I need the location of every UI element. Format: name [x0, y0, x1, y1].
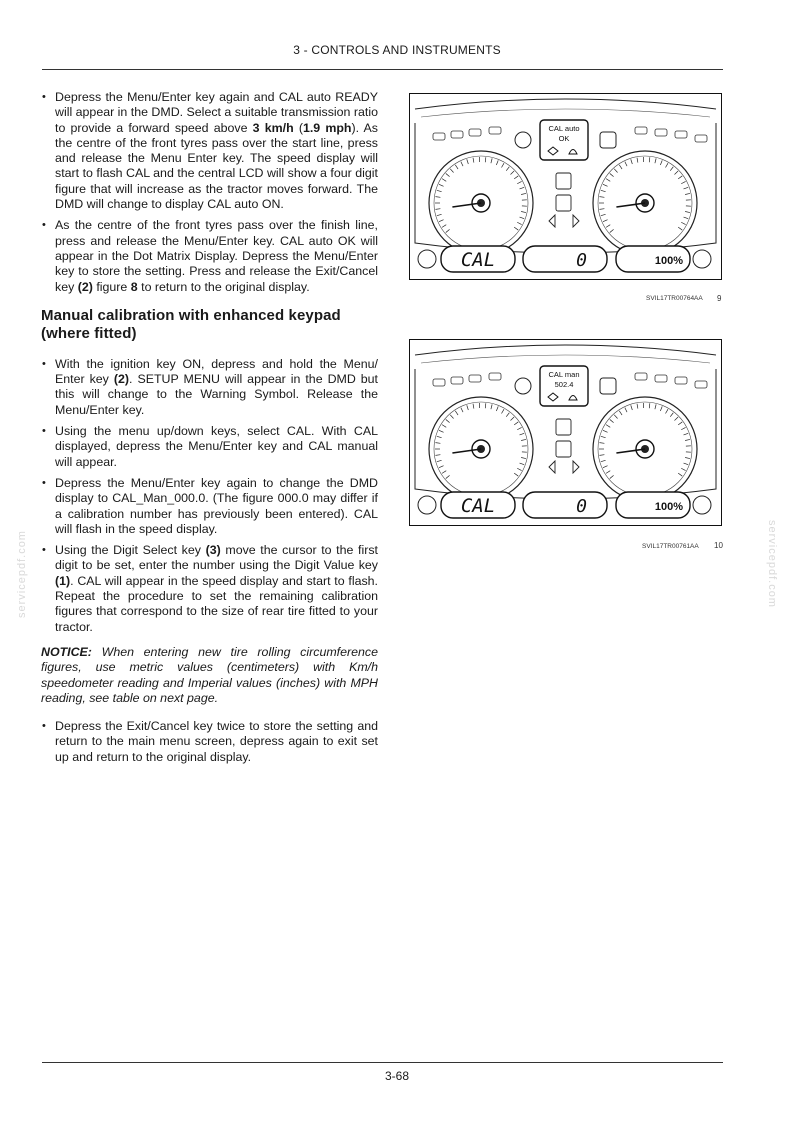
- text-run: Using the Digit Select key: [55, 543, 206, 558]
- figure-10-number: 10: [714, 541, 723, 550]
- bold-text: 1.9 mph: [302, 120, 352, 135]
- bold-text: 3 km/h: [252, 120, 294, 135]
- watermark-left: servicepdf.com: [16, 530, 28, 618]
- center-lcd-text: 0: [576, 496, 587, 517]
- notice-text: When entering new tire rolling circumference figures, use metric values (centimeters) with Km/h speedometer reading and Imperial values (inches) with MPH reading, see table on next page.: [41, 644, 378, 706]
- bullet-item: [41, 476, 378, 537]
- bullet-list-c: [41, 719, 378, 765]
- figure-9-id: SVIL17TR00764AA: [646, 295, 703, 302]
- watermark-right: servicepdf.com: [766, 520, 778, 608]
- dmd-line-1: CAL man: [548, 370, 580, 379]
- bold-text: (2): [113, 372, 130, 387]
- text-run: Using the menu up/down keys, select CAL. With CAL displayed, depress the Menu/Enter key and CAL manual will appear.: [55, 424, 378, 469]
- center-lcd-frame: [523, 492, 607, 518]
- right-lcd-text: 100%: [654, 501, 684, 513]
- notice-label: NOTICE:: [41, 644, 92, 659]
- page-number: 3-68: [384, 1069, 410, 1083]
- text-run: . CAL will appear in the speed display and start to flash. Repeat the procedure to set the remaining calibration figures that correspond to the size of rear tire fitted to your tractor.: [55, 573, 378, 634]
- text-run: As the centre of the front tyres pass over the finish line, press and release the Menu/Enter key. CAL auto OK will appear in the Dot Matrix Display. Depress the Menu/Enter key to store the setting. Press and release the Exit/Cancel key: [55, 218, 378, 294]
- text-run: move the cursor to the first digit to be set, enter the number using the Digit Value key: [55, 543, 378, 573]
- dmd-line-2: 502.4: [554, 380, 574, 389]
- lcd-row: [418, 492, 711, 518]
- text-run: figure: [92, 279, 131, 294]
- center-lcd-frame: [523, 246, 607, 272]
- figure-10-instrument-cluster: [409, 339, 722, 526]
- bold-text: (2): [77, 279, 93, 294]
- figure-9-number: 9: [717, 294, 722, 303]
- dmd-line-2: OK: [558, 134, 570, 143]
- text-run: Depress the Menu/Enter key again and CAL auto READY will appear in the DMD. Select a suitable transmission ratio to provide a forward speed above: [55, 90, 378, 135]
- speed-lcd-text: CAL: [460, 249, 496, 271]
- text-run: ). As the centre of the front tyres pass over the start line, press and release the Menu Enter key. The speed display will start to flash CAL and the central LCD will show a four digit figure that will increase as the tractor moves forward. The DMD will change to display CAL auto ON.: [55, 120, 379, 212]
- bold-text: (3): [205, 543, 221, 558]
- header-rule: [42, 69, 723, 70]
- text-run: to return to the original display.: [137, 279, 310, 294]
- center-lcd-text: 0: [576, 250, 587, 271]
- bold-text: (1): [55, 573, 71, 588]
- text-run: With the ignition key ON, depress and hold the Menu/ Enter key: [55, 356, 378, 387]
- main-text-column: [41, 90, 378, 771]
- text-run: (: [293, 120, 303, 135]
- bullet-item: [41, 424, 378, 470]
- bullet-item: [41, 357, 378, 418]
- notice-paragraph: [41, 645, 378, 707]
- footer-rule: [42, 1062, 723, 1063]
- bold-text: 8: [130, 279, 138, 294]
- lcd-row: [418, 246, 711, 272]
- figure-10-id: SVIL17TR00761AA: [642, 543, 699, 550]
- text-run: . SETUP MENU will appear in the DMD but this will change to the Warning Symbol. Release the Menu/Enter key.: [55, 372, 378, 417]
- bullet-item: [41, 218, 378, 294]
- bullet-item: [41, 719, 378, 765]
- page-header-title: 3 - CONTROLS AND INSTRUMENTS: [293, 43, 501, 57]
- bullet-list-b: [41, 357, 378, 635]
- section-heading: Manual calibration with enhanced keypad (where fitted): [41, 306, 341, 342]
- dmd-line-1: CAL auto: [548, 124, 580, 133]
- bullet-item: [41, 90, 378, 212]
- text-run: Depress the Exit/Cancel key twice to store the setting and return to the main menu screen, depress again to exit set up and return to the original display.: [55, 718, 378, 764]
- figure-9-instrument-cluster: [409, 93, 722, 280]
- right-lcd-text: 100%: [654, 255, 684, 267]
- bullet-list-a: [41, 90, 378, 295]
- dot-matrix-display: [540, 366, 588, 406]
- speed-lcd-text: CAL: [460, 495, 496, 517]
- dot-matrix-display: [540, 120, 588, 160]
- text-run: Depress the Menu/Enter key again to change the DMD display to CAL_Man_000.0. (The figure 000.0 may differ if a calibration number has previously been entered). CAL will flash in the speed display.: [55, 475, 378, 536]
- bullet-item: [41, 543, 378, 635]
